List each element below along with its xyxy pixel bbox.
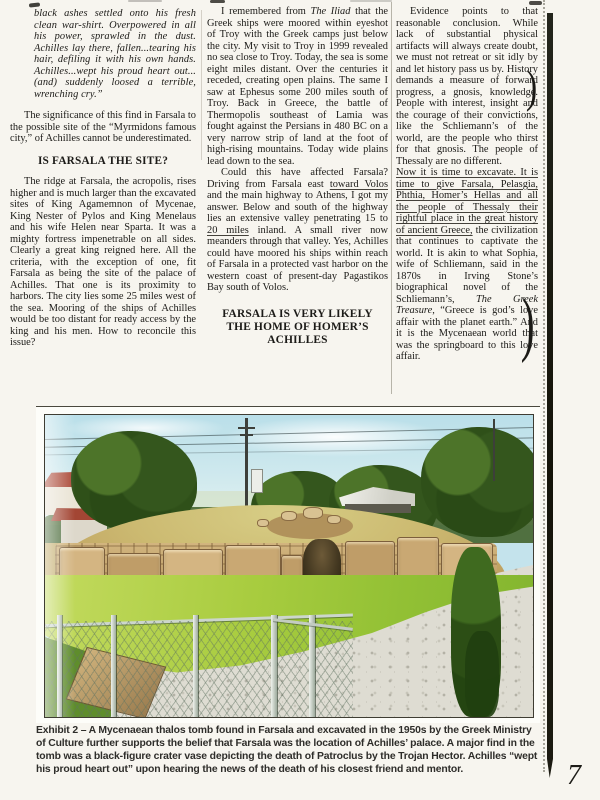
- crest-stone: [257, 519, 269, 527]
- cypress-tree: [465, 631, 499, 717]
- fence-post: [193, 615, 198, 717]
- page-edge-bar: [547, 13, 553, 778]
- text-run: and the main highway to Athens, I got my answer. Below and south of the highway lies an extensive valley penetrating 15 to: [207, 190, 388, 224]
- pole-crossarm: [240, 434, 253, 436]
- fence-post: [111, 615, 116, 717]
- crest-stone: [303, 507, 323, 519]
- white-sign: [251, 469, 263, 493]
- paragraph-excavate: [396, 167, 538, 363]
- hand-underline-excavate-passage: Now it is time to excavate. It is time to give Farsala, Pelasgia, Phthia, Homer’s Hellas and all the people of Thessaly their rightful place in the great history of ancient Greece,: [396, 167, 538, 236]
- hand-underline-20-miles: 20 miles: [207, 224, 249, 236]
- paragraph-evidence: Evidence points to that reasonable conclusion. While lack of substantial physical artifacts will always create doubt, we must not retreat or sit idly by and let history pass us by. History demands a measure of forward progress, a gnosis, knowledge. People with interest, insight and the courage of their convictions, like the Schliemann’s of the world, are the people who thirst for that gnosis. The people of Thessaly are no different.: [396, 6, 538, 167]
- handwritten-brace-mark: ): [520, 283, 536, 365]
- crest-stone: [327, 515, 341, 524]
- figure-caption: Exhibit 2 – A Mycenaean thalos tomb found in Farsala and excavated in the 1950s by the Greek Ministry of Culture further supports the belief that Farsala was the location of Achilles’ palace. A major find in the tomb was a black-figure crater vase depicting the death of Patroclus by the Trojan Hector. Achilles “wept his proud heart out” upon hearing the news of the death of his closest friend and mentor.: [36, 725, 538, 775]
- paragraph-ridge: The ridge at Farsala, the acropolis, rises higher and is much larger than the excavated sites of King Agamemnon of Mycenae, King Nester of Pylos and King Menelaus and his wife Helen near Sparta. It was a mighty fortress impenetrable on all sides. Clearly a great king reigned here. All the criteria, with the exception of one, fit Farsala as being the site of the palace of Achilles. That one is its proximity to harbors. The city lies some 25 miles west of the sea. Mooring of the ships of Achilles would be too distant for ready access by the king and his men. How to reconcile this issue?: [10, 176, 196, 348]
- tholos-tomb-photo: [44, 414, 534, 718]
- text-run: that the Greek ships were moored within eyeshot of Troy with the Greek camps just below the city. My visit to Troy in 1999 revealed no sea close to Troy. Today, the sea is some eight miles distant. Over the centuries it receded, creating open plains. The same I saw at Ephesus some 200 miles south of Troy. Back in Greece, the battle of Thermopolis southeast of Lamia was fought against the Persians in 480 BC on a very narrow strip of land at the foot of high-rising mountains. Today wide plains lead down to the sea.: [207, 6, 389, 167]
- scan-smudge: [128, 0, 162, 2]
- gate-post: [271, 615, 277, 717]
- text-run: inland. A small river now meanders through that valley. Yes, Achilles could have moored his ships within reach of Farsala in a protected vast harbor on the western coast of present-day Pagastikos Bay south of Volos.: [207, 224, 389, 293]
- hand-underline-toward-volos: toward Volos: [329, 178, 388, 190]
- column-1: [10, 6, 196, 349]
- text-run: I remembered from: [221, 6, 311, 17]
- scan-smudge: [210, 0, 225, 3]
- text-run: the civilization that continues to captivate the world. It is akin to what Sophia, wife of Schliemann, said in the 1870s in Irving Stone’s biographical novel of the Schliemann’s,: [396, 224, 538, 305]
- subheading-line: ACHILLES: [267, 333, 328, 346]
- tree: [421, 427, 534, 537]
- column-divider: [391, 2, 392, 394]
- handwritten-brace-mark: ): [525, 60, 538, 113]
- paragraph-volos-drive: [207, 167, 388, 294]
- crest-stone: [281, 511, 297, 521]
- column-divider: [201, 10, 202, 160]
- fence-mesh: [44, 621, 353, 717]
- paragraph-significance: The significance of this find in Farsala to the possible site of the “Myrmidons famous city,” of Achilles cannot be underestimated.: [10, 110, 196, 144]
- gate-post: [309, 615, 315, 717]
- italic-title-the-iliad: The Iliad: [310, 6, 351, 17]
- subheading-farsala-home-of-achilles: [207, 308, 388, 347]
- text-run: Could this have affected Farsala? Driving from Farsala east: [207, 167, 388, 190]
- page-number: 7: [567, 760, 581, 791]
- column-2: [207, 6, 388, 347]
- subheading-line: THE HOME OF HOMER’S: [226, 320, 369, 333]
- italic-title-greek-treasure: The Greek Treasure: [396, 293, 538, 316]
- paragraph-iliad-memory: [207, 6, 388, 167]
- figure-exhibit-2: [36, 406, 540, 723]
- scan-smudge: [529, 1, 542, 5]
- wire-fence: [44, 609, 359, 717]
- section-heading-is-farsala-the-site: IS FARSALA THE SITE?: [37, 154, 169, 167]
- scan-smudge: [350, 0, 392, 2]
- pole-crossarm: [238, 427, 255, 429]
- scan-light-leak: [45, 415, 75, 717]
- subheading-line: FARSALA IS VERY LIKELY: [222, 307, 373, 320]
- utility-pole: [493, 419, 495, 481]
- column-3: [396, 6, 538, 363]
- text-run: , “Greece is god’s love affair with the planet earth.” And it is the Mycenaean world that was the springboard to this love affair.: [396, 305, 538, 362]
- margin-dotted-line: [543, 0, 545, 772]
- iliad-quote: black ashes settled onto his fresh clean war-shirt. Overpowered in all his power, sprawled in the dust. Achilles lay there, fallen...tearing his hair, defiling it with his own hands. Achilles...wept his proud heart out...(and) suddenly loosed a terrible, wrenching cry.”: [34, 8, 196, 100]
